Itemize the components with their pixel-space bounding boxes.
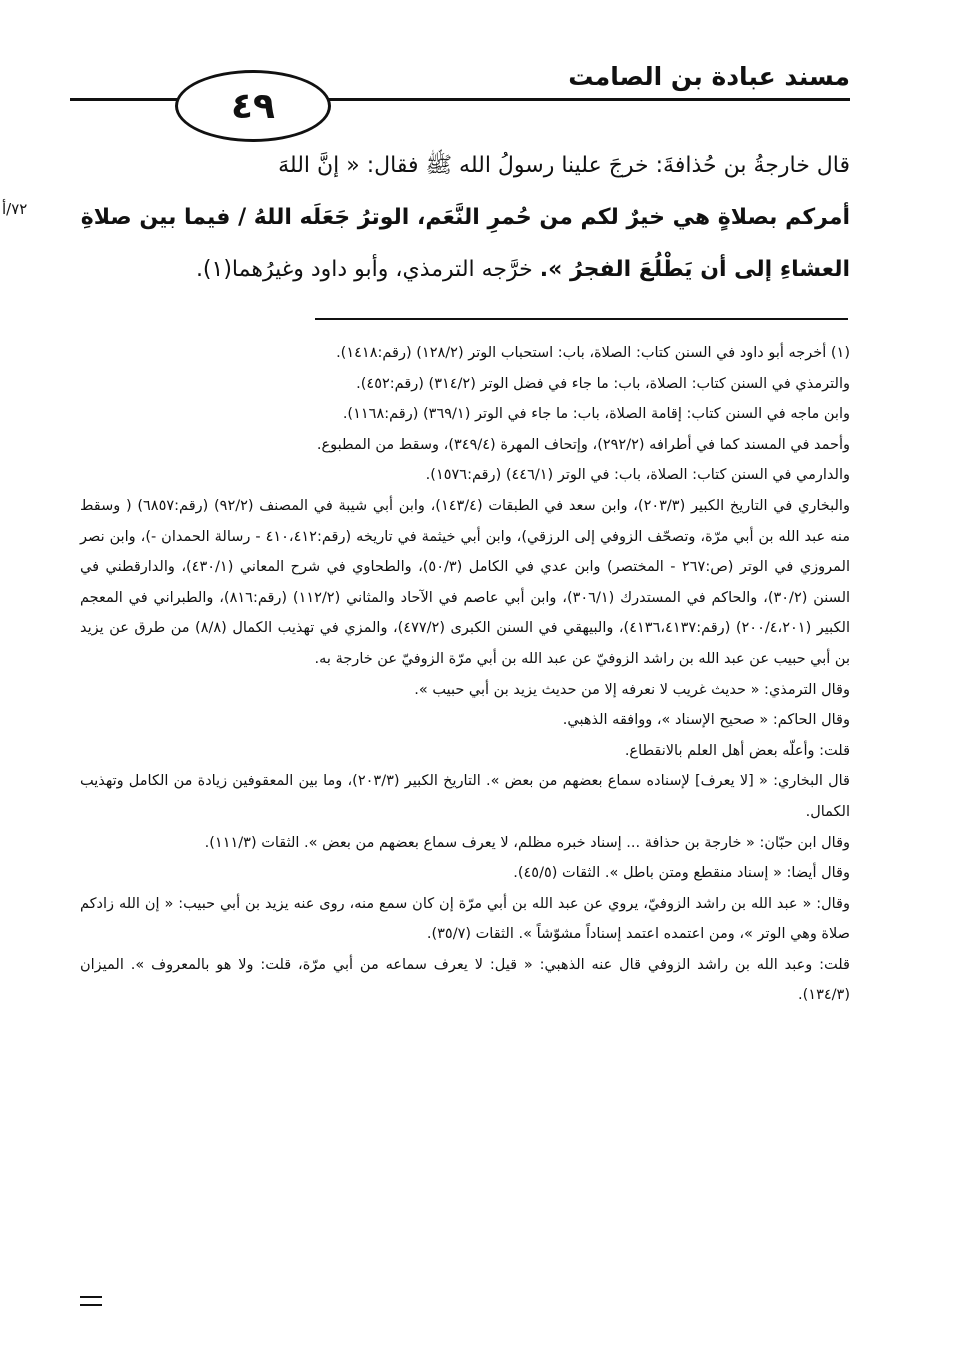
footnote-paragraph: والبخاري في التاريخ الكبير (٢٠٣/٣)، وابن سعد في الطبقات (١٤٣/٤)، وابن أبي شيبة في المصنف (٩٢/٢) (رقم:٦٨٥٧) ( وسقط منه عبد الله بن أبي مرّة، وتصحّف الزوفي إلى الرزقي)، وابن أبي خيثمة في تاريخه (رقم:٤١٠،٤١٢ - رسالة الحمدان -)، وابن نصر المروزي في الوتر (ص:٢٦٧ - المختصر) وابن عدي في الكامل (٥٠/٣)، والطحاوي في شرح المعاني (٤٣٠/١)، والدارقطني في السنن (٣٠/٢)، والحاكم في المستدرك (٣٠٦/١)، وابن أبي عاصم في الآحاد والمثاني (١١٢/٢) (رقم:٨١٦)، والطبراني في المعجم الكبير (٢٠٠/٤،٢٠١) (رقم:٤١٣٦،٤١٣٧)، والبيهقي في السنن الكبرى (٤٧٧/٢)، والمزي في تهذيب الكمال (٨/٨) من طرق عن يزيد بن أبي حبيب عن عبد الله بن راشد الزوفيّ عن عبد الله بن أبي مرّة الزوفيّ عن خارجة به.	[80, 497, 851, 667]
hadith-line-3-bold: العشاءِ إلى أن يَطْلُعَ الفجرُ ».	[539, 257, 850, 282]
footnote-paragraph: قلت: وأعلّه بعض أهل العلم بالانقطاع.	[624, 742, 850, 759]
footnotes	[80, 338, 850, 1011]
footnote-paragraph: وقال الترمذي: « حديث غريب لا نعرفه إلا من حديث يزيد بن أبي حبيب ».	[414, 681, 850, 698]
footnote-separator	[315, 318, 848, 320]
footnote-paragraph: وابن ماجه في السنن كتاب: إقامة الصلاة، باب: ما جاء في الوتر (٣٦٩/١) (رقم:١١٦٨).	[342, 406, 850, 423]
hadith-line-3-rest: خرَّجه الترمذي، وأبو داود وغيرُهما(١).	[195, 257, 540, 282]
hadith-text	[80, 140, 850, 296]
hadith-line-1: قال خارجةُ بن حُذافةَ: خرجَ علينا رسولُ الله ﷺ فقال: « إنَّ اللهَ	[278, 153, 850, 178]
footnote-paragraph: وقال ابن حبّان: « خارجة بن حذافة ... إسناد خبره مظلم، لا يعرف سماع بعضهم من بعض ». الثقات (١١١/٣).	[204, 834, 850, 851]
footnote-paragraph: والترمذي في السنن كتاب: الصلاة، باب: ما جاء في فضل الوتر (٣١٤/٢) (رقم:٤٥٢).	[356, 375, 850, 392]
page-header	[70, 50, 850, 150]
book-title: مسند عبادة بن الصامت	[568, 62, 850, 91]
margin-note: ٧٢/أ	[2, 200, 28, 218]
footnote-paragraph: وقال أيضا: « إسناد منقطع ومتن باطل ». الثقات (٤٥/٥).	[513, 865, 850, 882]
footer-mark	[80, 1296, 102, 1306]
page-number: ٤٩	[175, 70, 331, 142]
footnote-paragraph: وقال: « عبد الله بن راشد الزوفيّ، يروي عن عبد الله بن أبي مرّة إن كان سمع منه، روى عنه يزيد بن أبي حبيب: « إن الله زادكم صلاة وهي الوتر »، ومن اعتمده اعتمد إسناداً مشوّشاً ». الثقات (٣٥/٧).	[80, 895, 850, 943]
hadith-line-3	[80, 244, 850, 296]
hadith-line-2: أمركم بصلاةٍ هي خيرٌ لكم من حُمرِ النَّعَم، الوترُ جَعَلَه اللهُ / فيما بين صلاةِ	[80, 205, 850, 230]
footnote-paragraph: وأحمد في المسند كما في أطرافه (٢٩٢/٢)، وإتحاف المهرة (٣٤٩/٤)، وسقط من المطبوع.	[316, 436, 850, 453]
footnote-paragraph: قال البخاري: « [لا يعرف] لإسناده سماع بعضهم من بعض ». التاريخ الكبير (٢٠٣/٣)، وما بين المعقوفين زيادة من الكامل وتهذيب الكمال.	[80, 773, 850, 820]
footnote-paragraph: (١) أخرجه أبو داود في السنن كتاب: الصلاة، باب: استحباب الوتر (١٢٨/٢) (رقم:١٤١٨).	[336, 345, 850, 361]
footnote-paragraph: والدارمي في السنن كتاب: الصلاة، باب: في الوتر (٤٤٦/١) (رقم:١٥٧٦).	[425, 467, 850, 484]
footnote-paragraph: وقال الحاكم: « صحيح الإسناد »، ووافقه الذهبي.	[562, 712, 850, 729]
footnote-paragraph: قلت: وعبد الله بن راشد الزوفي قال عنه الذهبي: « قيل: لا يعرف سماعه من أبي مرّة، قلت: ولا هو بالمعروف ». الميزان (١٣٤/٣).	[80, 956, 850, 1004]
